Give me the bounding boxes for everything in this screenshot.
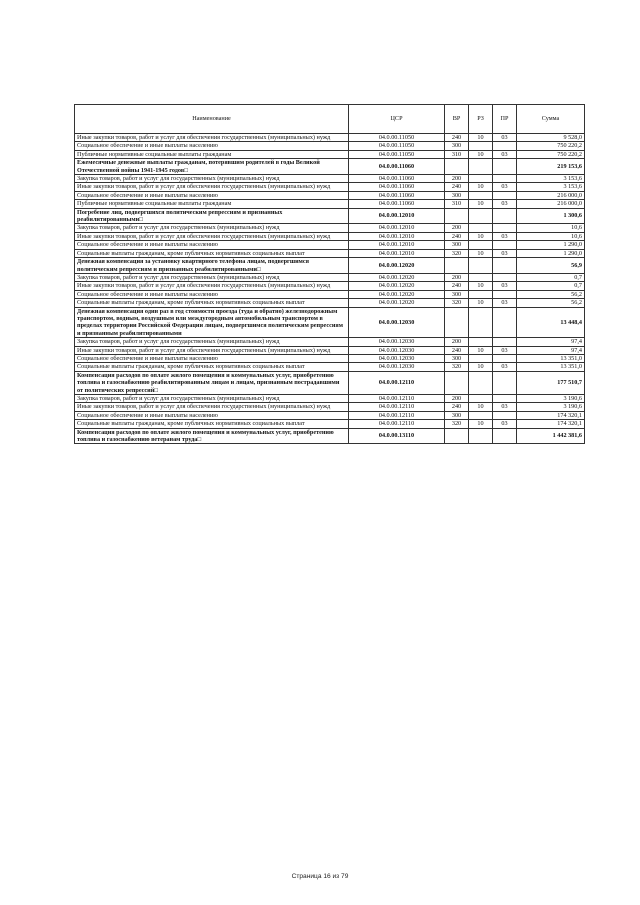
row-sum: 0,7: [517, 273, 585, 281]
row-rz: 10: [469, 150, 493, 158]
row-name: Денежная компенсация один раз в год стоимости проезда (туда и обратно) железнодорожным транспортом, водным, воздушным или междугородным автомобильным транспортом в пределах территории Российской Федерации лицам, подвергшимся политическим репрессиям и признанным реабилитированными: [75, 307, 349, 338]
row-sum: 1 290,0: [517, 249, 585, 257]
row-vr: 320: [445, 299, 469, 307]
row-csr: 04.0.00.11060: [349, 191, 445, 199]
row-pr: 03: [493, 249, 517, 257]
row-name: Социальное обеспечение и иные выплаты населению: [75, 241, 349, 249]
row-pr: [493, 273, 517, 281]
header-sum: Сумма: [517, 105, 585, 134]
row-name: Закупка товаров, работ и услуг для государственных (муниципальных) нужд: [75, 273, 349, 281]
row-sum: 177 510,7: [517, 371, 585, 394]
row-rz: 10: [469, 232, 493, 240]
row-rz: [469, 411, 493, 419]
row-name: Денежная компенсация за установку квартирного телефона лицам, подвергшимся политическим репрессиям и признанных реабилитированными□: [75, 258, 349, 274]
row-vr: 300: [445, 354, 469, 362]
row-vr: 320: [445, 363, 469, 371]
row-csr: 04.0.00.12010: [349, 241, 445, 249]
row-name: Иные закупки товаров, работ и услуг для обеспечения государственных (муниципальных) нужд: [75, 346, 349, 354]
row-name: Закупка товаров, работ и услуг для государственных (муниципальных) нужд: [75, 175, 349, 183]
table-row: [75, 428, 585, 444]
row-name: Закупка товаров, работ и услуг для государственных (муниципальных) нужд: [75, 395, 349, 403]
row-name: Иные закупки товаров, работ и услуг для обеспечения государственных (муниципальных) нужд: [75, 134, 349, 142]
row-csr: 04.0.00.12020: [349, 299, 445, 307]
row-csr: 04.0.00.12030: [349, 338, 445, 346]
row-rz: [469, 191, 493, 199]
row-sum: 219 153,6: [517, 159, 585, 175]
row-sum: 13 351,0: [517, 354, 585, 362]
row-pr: 03: [493, 200, 517, 208]
row-vr: 240: [445, 346, 469, 354]
row-vr: [445, 428, 469, 444]
row-name: Публичные нормативные социальные выплаты гражданам: [75, 150, 349, 158]
row-pr: 03: [493, 420, 517, 428]
row-csr: 04.0.00.11060: [349, 200, 445, 208]
row-csr: 04.0.00.12020: [349, 282, 445, 290]
row-sum: 1 442 381,6: [517, 428, 585, 444]
row-pr: [493, 224, 517, 232]
row-rz: [469, 290, 493, 298]
budget-table: [74, 104, 585, 444]
table-row: [75, 299, 585, 307]
row-sum: 97,4: [517, 338, 585, 346]
row-rz: [469, 354, 493, 362]
row-sum: 13 448,4: [517, 307, 585, 338]
table-row: [75, 159, 585, 175]
row-sum: 97,4: [517, 346, 585, 354]
header-vr: ВР: [445, 105, 469, 134]
row-pr: [493, 175, 517, 183]
row-name: Закупка товаров, работ и услуг для государственных (муниципальных) нужд: [75, 224, 349, 232]
row-csr: 04.0.00.12110: [349, 403, 445, 411]
row-name: Социальные выплаты гражданам, кроме публичных нормативных социальных выплат: [75, 363, 349, 371]
row-vr: 240: [445, 232, 469, 240]
table-row: [75, 338, 585, 346]
row-vr: 200: [445, 395, 469, 403]
row-rz: 10: [469, 420, 493, 428]
row-sum: 216 000,0: [517, 200, 585, 208]
row-name: Иные закупки товаров, работ и услуг для обеспечения государственных (муниципальных) нужд: [75, 403, 349, 411]
row-csr: 04.0.00.13110: [349, 428, 445, 444]
row-rz: [469, 208, 493, 224]
row-name: Публичные нормативные социальные выплаты гражданам: [75, 200, 349, 208]
row-rz: [469, 142, 493, 150]
table-row: [75, 224, 585, 232]
row-rz: 10: [469, 249, 493, 257]
row-vr: 200: [445, 273, 469, 281]
row-pr: 03: [493, 134, 517, 142]
table-row: [75, 258, 585, 274]
row-csr: 04.0.00.12110: [349, 371, 445, 394]
table-row: [75, 371, 585, 394]
row-pr: 03: [493, 299, 517, 307]
row-csr: 04.0.00.12110: [349, 420, 445, 428]
header-rz: РЗ: [469, 105, 493, 134]
row-csr: 04.0.00.12020: [349, 258, 445, 274]
row-name: Иные закупки товаров, работ и услуг для обеспечения государственных (муниципальных) нужд: [75, 232, 349, 240]
row-sum: 10,6: [517, 224, 585, 232]
row-vr: 310: [445, 200, 469, 208]
row-vr: 200: [445, 175, 469, 183]
row-sum: 9 528,0: [517, 134, 585, 142]
table-row: [75, 241, 585, 249]
row-rz: [469, 273, 493, 281]
row-sum: 3 190,6: [517, 403, 585, 411]
row-csr: 04.0.00.12010: [349, 208, 445, 224]
row-sum: 750 220,2: [517, 142, 585, 150]
row-pr: [493, 371, 517, 394]
table-row: [75, 346, 585, 354]
row-vr: 320: [445, 249, 469, 257]
table-row: [75, 232, 585, 240]
row-sum: 13 351,0: [517, 363, 585, 371]
row-name: Закупка товаров, работ и услуг для государственных (муниципальных) нужд: [75, 338, 349, 346]
row-vr: 300: [445, 411, 469, 419]
row-rz: [469, 241, 493, 249]
table-row: [75, 282, 585, 290]
page-number: Страница 16 из 79: [291, 873, 349, 880]
row-sum: 56,9: [517, 258, 585, 274]
row-csr: 04.0.00.11060: [349, 175, 445, 183]
row-pr: [493, 258, 517, 274]
row-rz: 10: [469, 282, 493, 290]
row-vr: [445, 307, 469, 338]
row-vr: 200: [445, 338, 469, 346]
row-pr: [493, 208, 517, 224]
row-rz: 10: [469, 183, 493, 191]
row-rz: 10: [469, 200, 493, 208]
row-csr: 04.0.00.12030: [349, 363, 445, 371]
row-vr: 240: [445, 134, 469, 142]
row-csr: 04.0.00.12030: [349, 346, 445, 354]
row-pr: 03: [493, 363, 517, 371]
row-sum: 56,2: [517, 290, 585, 298]
row-rz: 10: [469, 299, 493, 307]
table-row: [75, 175, 585, 183]
row-sum: 10,6: [517, 232, 585, 240]
row-csr: 04.0.00.12110: [349, 411, 445, 419]
row-pr: [493, 428, 517, 444]
row-name: Социальные выплаты гражданам, кроме публичных нормативных социальных выплат: [75, 299, 349, 307]
row-pr: [493, 241, 517, 249]
row-pr: [493, 290, 517, 298]
row-rz: 10: [469, 346, 493, 354]
row-pr: 03: [493, 403, 517, 411]
row-csr: 04.0.00.11050: [349, 134, 445, 142]
row-sum: 56,2: [517, 299, 585, 307]
row-vr: [445, 208, 469, 224]
row-rz: 10: [469, 363, 493, 371]
row-csr: 04.0.00.11060: [349, 159, 445, 175]
row-vr: [445, 258, 469, 274]
row-sum: 0,7: [517, 282, 585, 290]
header-name: Наименование: [75, 105, 349, 134]
row-name: Социальное обеспечение и иные выплаты населению: [75, 354, 349, 362]
header-pr: ПР: [493, 105, 517, 134]
table-row: [75, 273, 585, 281]
row-csr: 04.0.00.12020: [349, 290, 445, 298]
row-pr: 03: [493, 150, 517, 158]
row-rz: 10: [469, 134, 493, 142]
row-sum: 1 300,6: [517, 208, 585, 224]
table-row: [75, 208, 585, 224]
table-row: [75, 363, 585, 371]
row-name: Компенсация расходов по оплате жилого помещения и коммунальных услуг, приобретению топлива и газоснабжению реабилитированным лицам и лицам, признанным пострадавшими от политических репрессий□: [75, 371, 349, 394]
row-sum: 1 290,0: [517, 241, 585, 249]
table-row: [75, 403, 585, 411]
table-row: [75, 191, 585, 199]
row-sum: 3 190,6: [517, 395, 585, 403]
row-pr: [493, 354, 517, 362]
row-pr: 03: [493, 346, 517, 354]
table-row: [75, 134, 585, 142]
table-row: [75, 249, 585, 257]
row-rz: [469, 159, 493, 175]
row-rz: 10: [469, 403, 493, 411]
row-csr: 04.0.00.12030: [349, 354, 445, 362]
row-csr: 04.0.00.12030: [349, 307, 445, 338]
table-row: [75, 354, 585, 362]
row-pr: [493, 307, 517, 338]
table-row: [75, 183, 585, 191]
table-row: [75, 142, 585, 150]
row-sum: 174 320,1: [517, 420, 585, 428]
row-vr: 300: [445, 290, 469, 298]
row-rz: [469, 395, 493, 403]
row-sum: 216 000,0: [517, 191, 585, 199]
row-rz: [469, 258, 493, 274]
table-row: [75, 307, 585, 338]
row-vr: 300: [445, 191, 469, 199]
row-rz: [469, 307, 493, 338]
table-row: [75, 290, 585, 298]
row-csr: 04.0.00.12010: [349, 232, 445, 240]
row-vr: [445, 159, 469, 175]
row-vr: 240: [445, 403, 469, 411]
table-row: [75, 420, 585, 428]
table-row: [75, 200, 585, 208]
table-row: [75, 150, 585, 158]
row-vr: 240: [445, 183, 469, 191]
row-vr: [445, 371, 469, 394]
row-csr: 04.0.00.12010: [349, 249, 445, 257]
row-pr: 03: [493, 232, 517, 240]
row-pr: 03: [493, 183, 517, 191]
row-name: Социальное обеспечение и иные выплаты населению: [75, 191, 349, 199]
row-csr: 04.0.00.12010: [349, 224, 445, 232]
row-csr: 04.0.00.12020: [349, 273, 445, 281]
row-name: Социальное обеспечение и иные выплаты населению: [75, 411, 349, 419]
row-pr: [493, 411, 517, 419]
row-name: Социальные выплаты гражданам, кроме публичных нормативных социальных выплат: [75, 420, 349, 428]
row-pr: [493, 191, 517, 199]
row-rz: [469, 224, 493, 232]
table-header-row: [75, 105, 585, 134]
row-csr: 04.0.00.12110: [349, 395, 445, 403]
row-sum: 3 153,6: [517, 183, 585, 191]
row-rz: [469, 371, 493, 394]
row-pr: [493, 395, 517, 403]
row-name: Компенсация расходов по оплате жилого помещения и коммунальных услуг, приобретению топлива и газоснабжению ветеранам труда□: [75, 428, 349, 444]
row-pr: [493, 159, 517, 175]
row-sum: 750 220,2: [517, 150, 585, 158]
row-sum: 174 320,1: [517, 411, 585, 419]
table-row: [75, 395, 585, 403]
row-name: Социальные выплаты гражданам, кроме публичных нормативных социальных выплат: [75, 249, 349, 257]
header-csr: ЦСР: [349, 105, 445, 134]
row-vr: 320: [445, 420, 469, 428]
row-pr: [493, 338, 517, 346]
row-name: Социальное обеспечение и иные выплаты населению: [75, 142, 349, 150]
row-sum: 3 153,6: [517, 175, 585, 183]
row-csr: 04.0.00.11050: [349, 150, 445, 158]
row-vr: 200: [445, 224, 469, 232]
row-pr: [493, 142, 517, 150]
row-pr: 03: [493, 282, 517, 290]
row-name: Иные закупки товаров, работ и услуг для обеспечения государственных (муниципальных) нужд: [75, 183, 349, 191]
row-rz: [469, 338, 493, 346]
row-name: Погребение лиц, подвергшихся политическим репрессиям и признанных реабилитированными□: [75, 208, 349, 224]
row-rz: [469, 175, 493, 183]
row-csr: 04.0.00.11060: [349, 183, 445, 191]
row-rz: [469, 428, 493, 444]
row-vr: 300: [445, 142, 469, 150]
row-name: Ежемесячные денежные выплаты гражданам, потерявшим родителей в годы Великой Отечественной войны 1941-1945 годов□: [75, 159, 349, 175]
row-vr: 300: [445, 241, 469, 249]
table-row: [75, 411, 585, 419]
row-vr: 240: [445, 282, 469, 290]
row-vr: 310: [445, 150, 469, 158]
row-name: Социальное обеспечение и иные выплаты населению: [75, 290, 349, 298]
row-name: Иные закупки товаров, работ и услуг для обеспечения государственных (муниципальных) нужд: [75, 282, 349, 290]
row-csr: 04.0.00.11050: [349, 142, 445, 150]
